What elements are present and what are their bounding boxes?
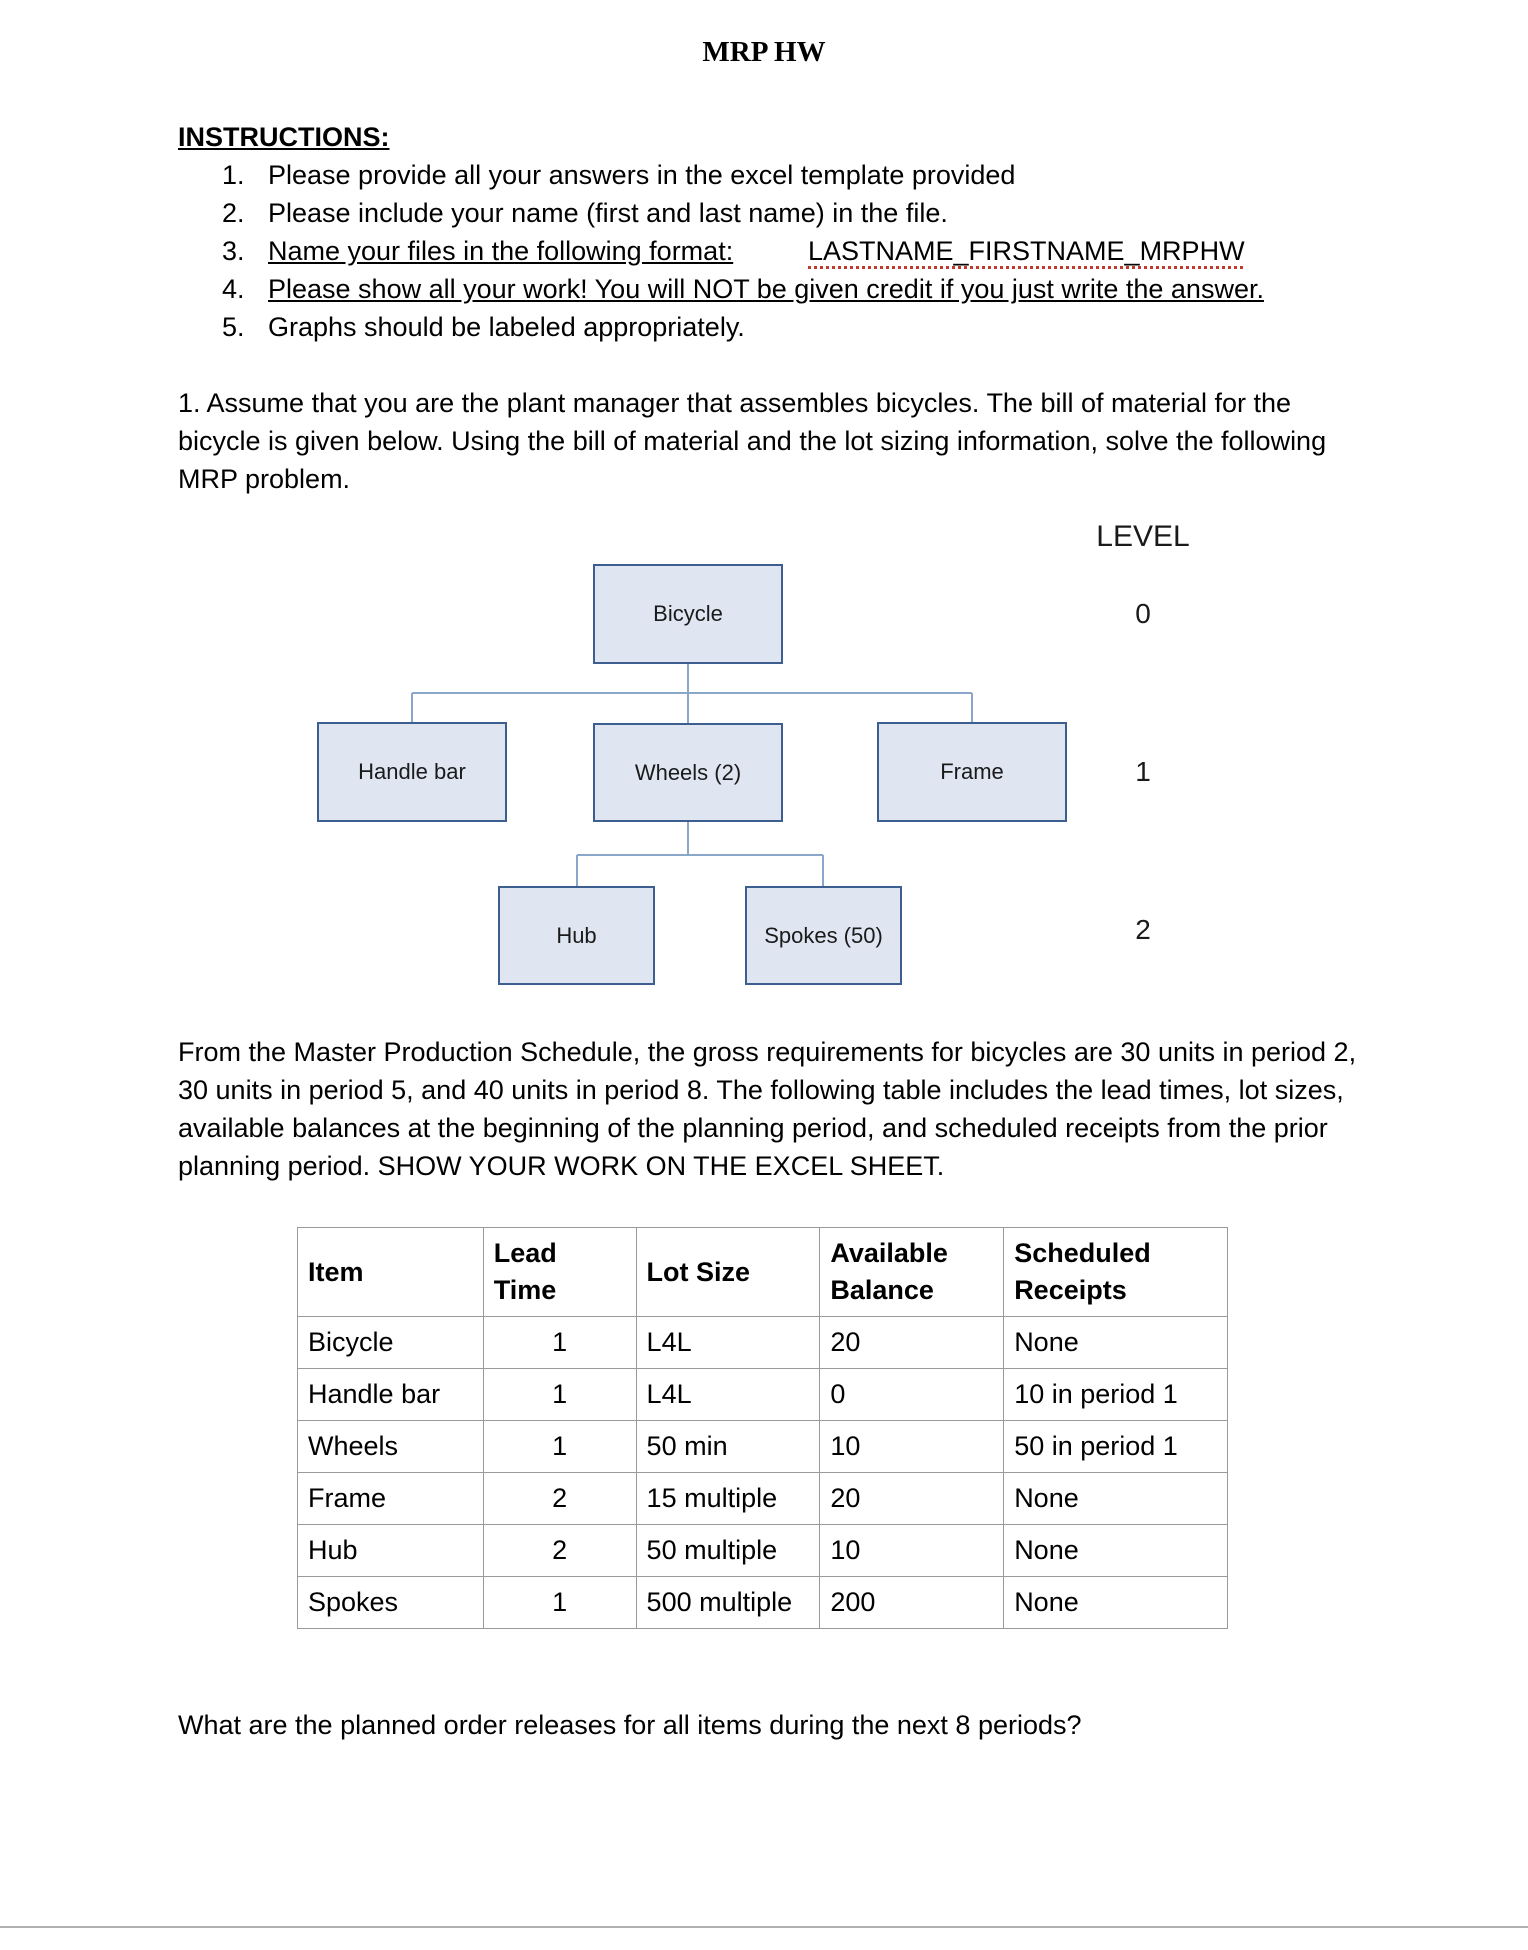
filename-format: LASTNAME_FIRSTNAME_MRPHW [808, 236, 1245, 266]
cell-scheduled-receipts: None [1004, 1525, 1228, 1577]
cell-scheduled-receipts: None [1004, 1473, 1228, 1525]
cell-available-balance: 0 [820, 1369, 1004, 1421]
table-row [298, 1317, 1228, 1369]
bom-node-hub: Hub [498, 886, 655, 985]
cell-lot-size: 50 multiple [636, 1525, 820, 1577]
cell-lead-time: 1 [483, 1317, 636, 1369]
mrp-data-table [297, 1227, 1228, 1629]
instruction-text: Please provide all your answers in the excel template provided [268, 160, 1016, 190]
cell-item: Wheels [298, 1421, 484, 1473]
instruction-number: 4. [222, 274, 245, 304]
cell-scheduled-receipts: 50 in period 1 [1004, 1421, 1228, 1473]
cell-lead-time: 2 [483, 1525, 636, 1577]
header-available-balance [820, 1228, 1004, 1317]
bom-node-handle-bar: Handle bar [317, 722, 507, 822]
header-lot-size: Lot Size [636, 1228, 820, 1317]
cell-scheduled-receipts: None [1004, 1577, 1228, 1629]
table-row [298, 1421, 1228, 1473]
mps-text: From the Master Production Schedule, the gross requirements for bicycles are 30 units in period 2, 30 units in period 5, and 40 units in period 8. The following table includes the lead times, lot sizes, available balances at the beginning of the planning period, and scheduled receipts from the prior planning period. SHOW YOUR WORK ON THE EXCEL SHEET. [178, 1037, 1357, 1181]
cell-available-balance: 10 [820, 1525, 1004, 1577]
header-item: Item [298, 1228, 484, 1317]
instruction-number: 3. [222, 236, 245, 266]
instruction-text: Please include your name (first and last name) in the file. [268, 198, 948, 228]
table-row [298, 1525, 1228, 1577]
cell-lot-size: 50 min [636, 1421, 820, 1473]
instruction-number: 5. [222, 312, 245, 342]
cell-item: Handle bar [298, 1369, 484, 1421]
cell-scheduled-receipts: 10 in period 1 [1004, 1369, 1228, 1421]
cell-item: Bicycle [298, 1317, 484, 1369]
cell-lot-size: 500 multiple [636, 1577, 820, 1629]
table-row [298, 1577, 1228, 1629]
cell-item: Frame [298, 1473, 484, 1525]
header-scheduled-receipts [1004, 1228, 1228, 1317]
cell-lead-time: 2 [483, 1473, 636, 1525]
table-row [298, 1369, 1228, 1421]
cell-available-balance: 200 [820, 1577, 1004, 1629]
instruction-item [222, 312, 745, 343]
cell-scheduled-receipts: None [1004, 1317, 1228, 1369]
bom-node-frame: Frame [877, 722, 1067, 822]
question-text: 1. Assume that you are the plant manager that assembles bicycles. The bill of material for the bicycle is given below. Using the bill of material and the lot sizing information, solve the following MRP problem. [178, 388, 1327, 494]
cell-lot-size: L4L [636, 1369, 820, 1421]
header-text: Available [830, 1238, 948, 1268]
cell-lead-time: 1 [483, 1421, 636, 1473]
cell-available-balance: 20 [820, 1317, 1004, 1369]
page-title: MRP HW [702, 36, 826, 68]
final-question: What are the planned order releases for all items during the next 8 periods? [178, 1710, 1082, 1740]
cell-item: Spokes [298, 1577, 484, 1629]
cell-lot-size: 15 multiple [636, 1473, 820, 1525]
bom-node-bicycle: Bicycle [593, 564, 783, 664]
instructions-heading: INSTRUCTIONS: [178, 122, 390, 152]
level-number: 0 [1135, 598, 1151, 629]
instruction-text: Graphs should be labeled appropriately. [268, 312, 745, 342]
instruction-number: 1. [222, 160, 245, 190]
header-text: Receipts [1014, 1275, 1127, 1305]
level-header: LEVEL [1096, 520, 1190, 553]
bom-node-wheels: Wheels (2) [593, 723, 783, 822]
cell-lead-time: 1 [483, 1369, 636, 1421]
level-number: 2 [1135, 914, 1151, 945]
table-row [298, 1473, 1228, 1525]
page-bottom-divider [0, 1926, 1528, 1928]
cell-available-balance: 10 [820, 1421, 1004, 1473]
cell-lot-size: L4L [636, 1317, 820, 1369]
instruction-item [222, 198, 948, 229]
level-number: 1 [1135, 756, 1151, 787]
instruction-item [222, 236, 733, 267]
cell-available-balance: 20 [820, 1473, 1004, 1525]
cell-lead-time: 1 [483, 1577, 636, 1629]
header-text: Balance [830, 1275, 934, 1305]
instruction-item [222, 274, 1264, 305]
instruction-text: Name your files in the following format: [268, 236, 734, 266]
instruction-item [222, 160, 1015, 191]
instruction-text: Please show all your work! You will NOT be given credit if you just write the answer. [268, 274, 1264, 304]
cell-item: Hub [298, 1525, 484, 1577]
header-text: Scheduled [1014, 1238, 1151, 1268]
table-header-row [298, 1228, 1228, 1317]
header-lead-time: Lead Time [483, 1228, 636, 1317]
bom-node-spokes: Spokes (50) [745, 886, 902, 985]
instruction-number: 2. [222, 198, 245, 228]
